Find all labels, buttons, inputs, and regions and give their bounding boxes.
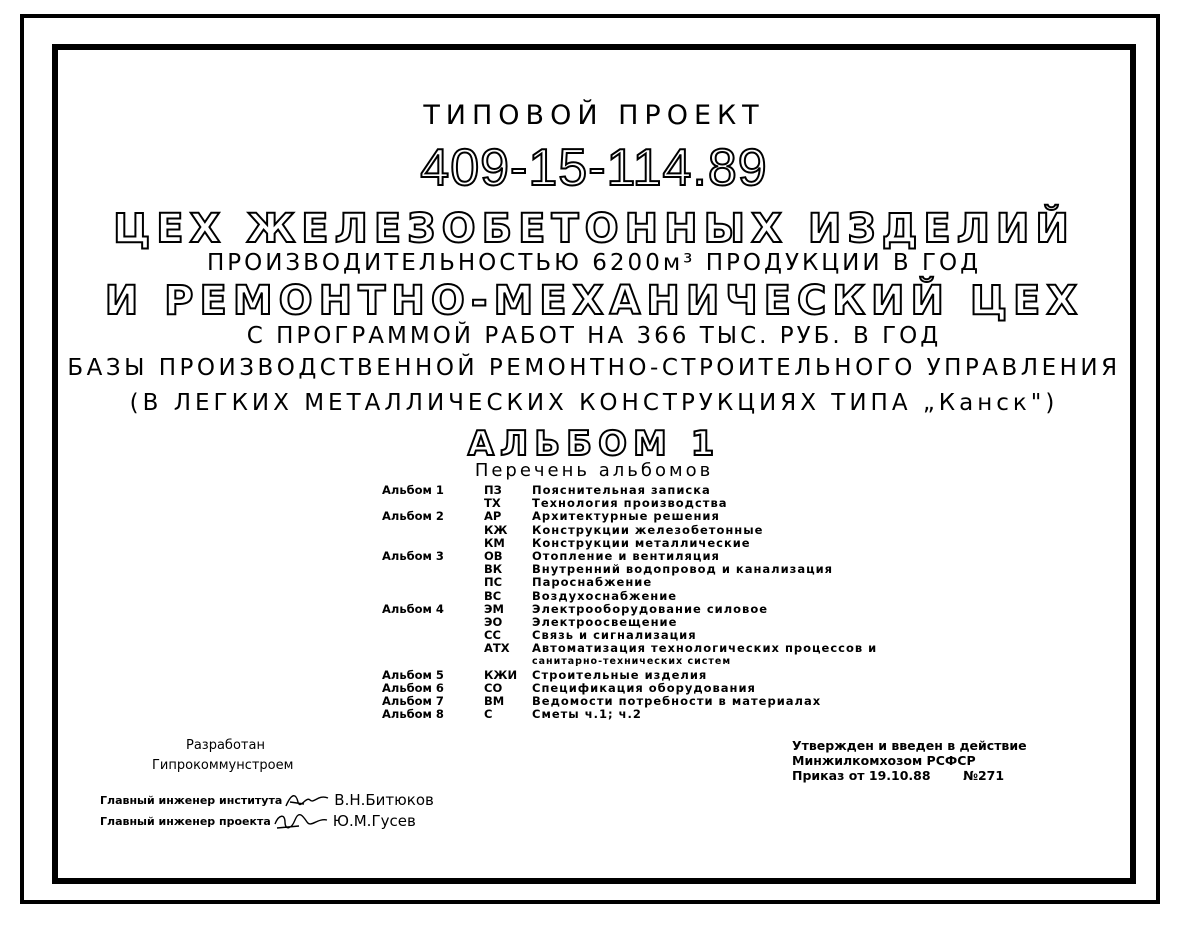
album-section-name: Пояснительная записка xyxy=(532,483,711,497)
album-number xyxy=(382,642,484,655)
album-section-name: Воздухоснабжение xyxy=(532,588,678,603)
album-section-name: Строительные изделия xyxy=(532,667,708,682)
approval-block xyxy=(792,738,1027,783)
developer-label: Разработан xyxy=(186,738,265,753)
album-number: Альбом 4 xyxy=(382,601,444,616)
album-section-name: Технология производства xyxy=(532,496,728,511)
title-line-2: ПРОИЗВОДИТЕЛЬНОСТЬЮ 6200м³ ПРОДУКЦИИ В ГОД xyxy=(206,250,982,276)
album-number xyxy=(382,590,484,603)
album-list-row xyxy=(382,590,942,603)
approval-line-1: Утвержден и введен в действие xyxy=(792,738,1027,753)
signature-name: Ю.М.Гусев xyxy=(332,812,416,830)
album-list-row xyxy=(382,603,942,616)
title-line-6: (В ЛЕГКИХ МЕТАЛЛИЧЕСКИХ КОНСТРУКЦИЯХ ТИПА „Канск") xyxy=(129,390,1059,416)
album-code: ВМ xyxy=(484,694,505,708)
album-list-row xyxy=(382,510,942,523)
album-code: КМ xyxy=(484,535,505,550)
title-line-5: БАЗЫ ПРОИЗВОДСТВЕННОЙ РЕМОНТНО-СТРОИТЕЛЬНОГО УПРАВЛЕНИЯ xyxy=(67,355,1121,381)
album-code: ВС xyxy=(484,588,502,603)
album-list-row xyxy=(382,708,942,721)
album-code: СС xyxy=(484,628,501,643)
album-list-row xyxy=(382,524,942,537)
album-section-name: Ведомости потребности в материалах xyxy=(532,694,822,708)
album-title: АЛЬБОМ 1 xyxy=(467,424,721,464)
approval-line-2: Минжилкомхозом РСФСР xyxy=(792,753,976,768)
album-code: ЭМ xyxy=(484,601,504,616)
album-list-row xyxy=(382,669,942,682)
album-list-row xyxy=(382,655,942,668)
album-number: Альбом 5 xyxy=(382,667,444,682)
album-section-name: Отопление и вентиляция xyxy=(532,548,720,563)
signature-chief-engineer-institute xyxy=(100,790,434,810)
album-section-name: Архитектурные решения xyxy=(532,509,720,524)
album-section-name: Конструкции металлические xyxy=(532,535,751,550)
handwritten-signature-icon xyxy=(273,810,329,832)
title-line-3: И РЕМОНТНО-МЕХАНИЧЕСКИЙ ЦЕХ xyxy=(104,278,1084,324)
album-code: КЖ xyxy=(484,522,508,537)
album-section-name: Пароснабжение xyxy=(532,575,653,590)
album-number xyxy=(382,563,484,576)
approval-order-number: №271 xyxy=(962,768,1005,783)
album-section-name: Связь и сигнализация xyxy=(532,628,697,643)
album-section-name: Конструкции железобетонные xyxy=(532,522,764,537)
album-section-name: Электрооборудование силовое xyxy=(532,601,769,616)
album-code: ОВ xyxy=(484,548,503,563)
album-number xyxy=(382,576,484,589)
album-section-name: Электроосвещение xyxy=(532,614,678,629)
developer-org: Гипрокоммунстроем xyxy=(152,758,294,773)
album-code: ВК xyxy=(484,562,503,577)
album-number: Альбом 1 xyxy=(382,483,444,497)
album-code: АР xyxy=(484,509,502,524)
album-number xyxy=(382,655,484,668)
album-list-row xyxy=(382,563,942,576)
album-list-row xyxy=(382,537,942,550)
album-section-name: Сметы ч.1; ч.2 xyxy=(532,707,642,722)
album-code: С xyxy=(484,707,493,722)
album-number: Альбом 7 xyxy=(382,694,444,708)
handwritten-signature-icon xyxy=(284,790,330,810)
album-number xyxy=(382,616,484,629)
approval-order-date: Приказ от 19.10.88 xyxy=(792,768,931,783)
album-code: ПС xyxy=(484,575,503,590)
album-code: ПЗ xyxy=(484,483,502,497)
album-code: ТХ xyxy=(484,496,501,511)
album-list-row xyxy=(382,576,942,589)
title-line-1: ЦЕХ ЖЕЛЕЗОБЕТОННЫХ ИЗДЕЛИЙ xyxy=(113,206,1075,252)
album-section-name: Внутренний водопровод и канализация xyxy=(532,562,834,577)
album-list-row xyxy=(382,695,942,708)
signature-role: Главный инженер проекта xyxy=(100,814,271,828)
album-code xyxy=(484,655,532,668)
album-section-name: Спецификация оборудования xyxy=(532,680,756,695)
album-code: ЭО xyxy=(484,614,503,629)
album-number xyxy=(382,629,484,642)
title-line-4: С ПРОГРАММОЙ РАБОТ НА 366 ТЫС. РУБ. В ГОД xyxy=(246,323,942,349)
album-number: Альбом 6 xyxy=(382,680,444,695)
signature-role: Главный инженер института xyxy=(100,793,283,807)
project-number: 409-15-114.89 xyxy=(420,139,768,197)
album-number xyxy=(382,537,484,550)
approval-line-3 xyxy=(792,768,1027,783)
album-code: АТХ xyxy=(484,641,510,656)
album-list-title: Перечень альбомов xyxy=(474,460,714,481)
album-list-row xyxy=(382,642,942,655)
album-list xyxy=(382,484,942,721)
signature-chief-engineer-project xyxy=(100,810,416,832)
project-type-label: ТИПОВОЙ ПРОЕКТ xyxy=(423,100,765,131)
album-code: СО xyxy=(484,680,503,695)
album-section-name: санитарно-технических систем xyxy=(532,656,732,668)
album-code: КЖИ xyxy=(484,667,518,682)
album-number: Альбом 3 xyxy=(382,548,444,563)
signature-name: В.Н.Битюков xyxy=(334,791,434,809)
album-number: Альбом 8 xyxy=(382,707,444,722)
album-section-name: Автоматизация технологических процессов и xyxy=(532,641,878,656)
album-number: Альбом 2 xyxy=(382,509,444,524)
album-number xyxy=(382,524,484,537)
